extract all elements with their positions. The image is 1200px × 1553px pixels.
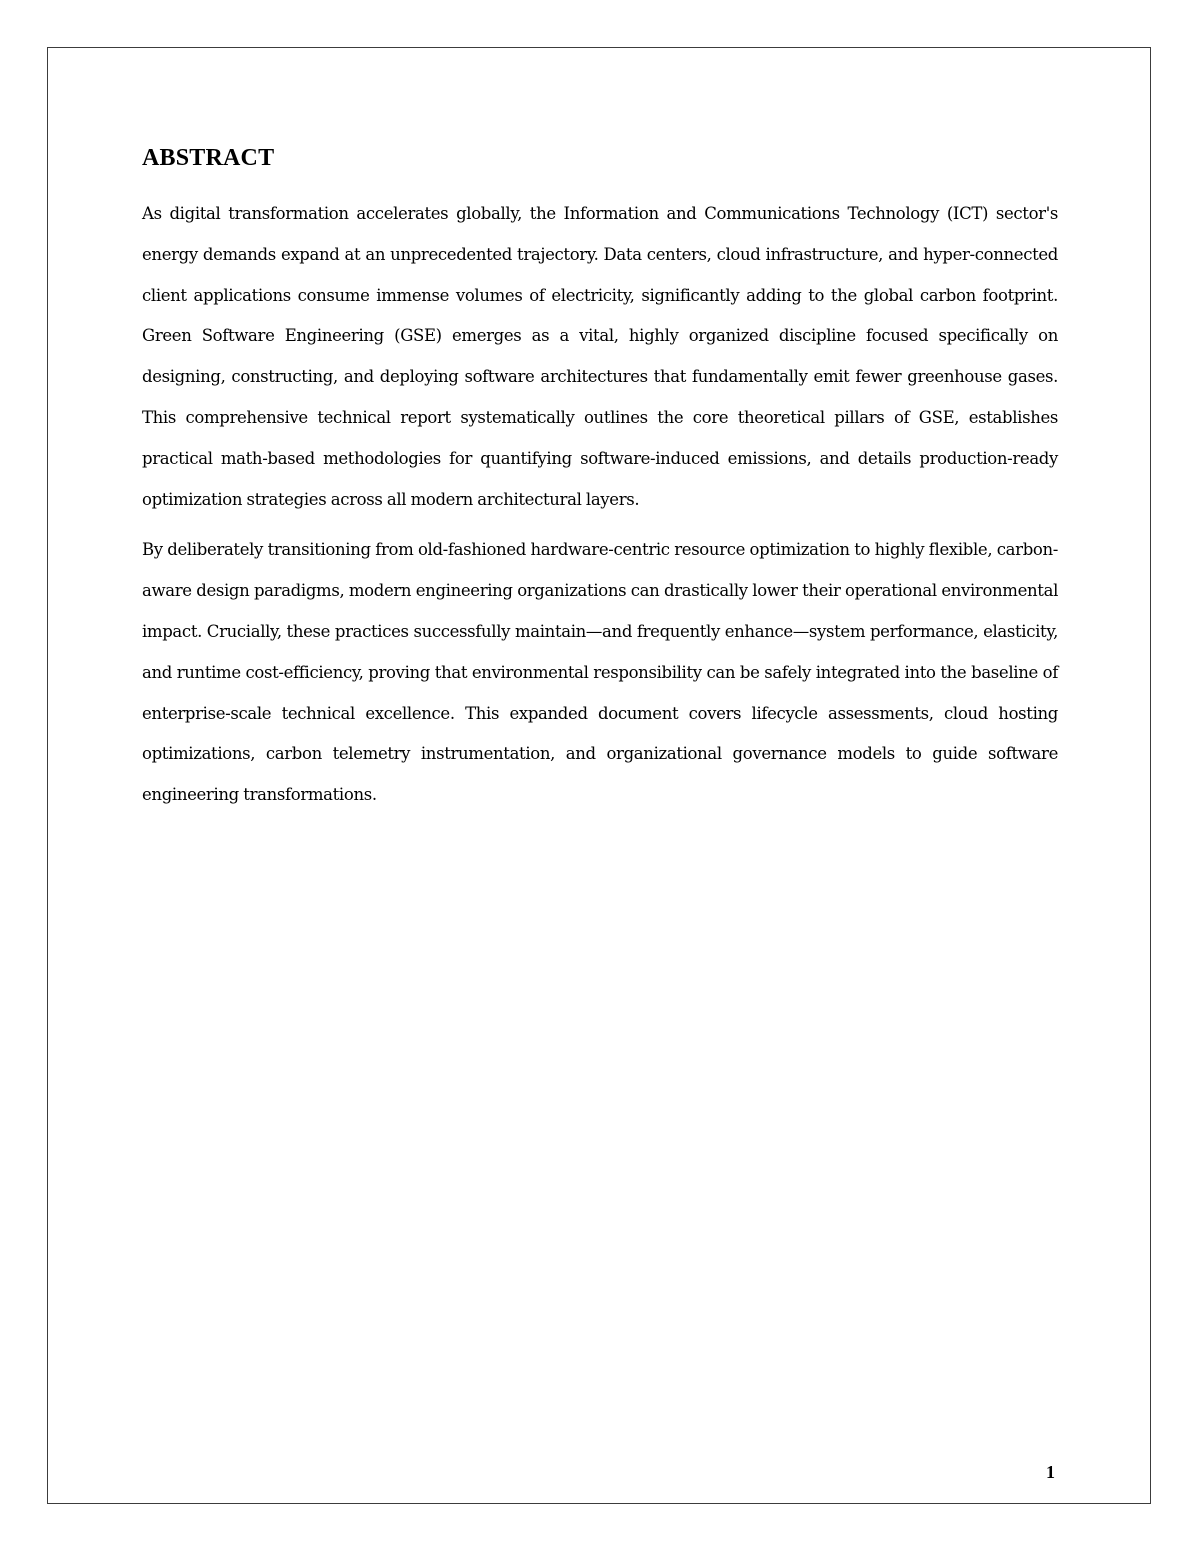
abstract-heading: ABSTRACT (142, 145, 275, 171)
abstract-paragraph-2: By deliberately transitioning from old-fashioned hardware-centric resource optimization to highly flexible, carbon-aware design paradigms, modern engineering organizations can drastically lower their operational environmental impact. Crucially, these practices successfully maintain—and frequently enhance—system performance, elasticity, and runtime cost-efficiency, proving that environmental responsibility can be safely integrated into the baseline of enterprise-scale technical excellence. This expanded document covers lifecycle assessments, cloud hosting optimizations, carbon telemetry instrumentation, and organizational governance models to guide software engineering transformations. (142, 540, 1058, 805)
abstract-paragraph-1: As digital transformation accelerates globally, the Information and Communications Technology (ICT) sector's energy demands expand at an unprecedented trajectory. Data centers, cloud infrastructure, and hyper-connected client applications consume immense volumes of electricity, significantly adding to the global carbon footprint. Green Software Engineering (GSE) emerges as a vital, highly organized discipline focused specifically on designing, constructing, and deploying software architectures that fundamentally emit fewer greenhouse gases. This comprehensive technical report systematically outlines the core theoretical pillars of GSE, establishes practical math-based methodologies for quantifying software-induced emissions, and details production-ready optimization strategies across all modern architectural layers. (142, 204, 1058, 509)
page-number: 1 (1046, 1462, 1055, 1482)
page-content (142, 142, 1058, 826)
